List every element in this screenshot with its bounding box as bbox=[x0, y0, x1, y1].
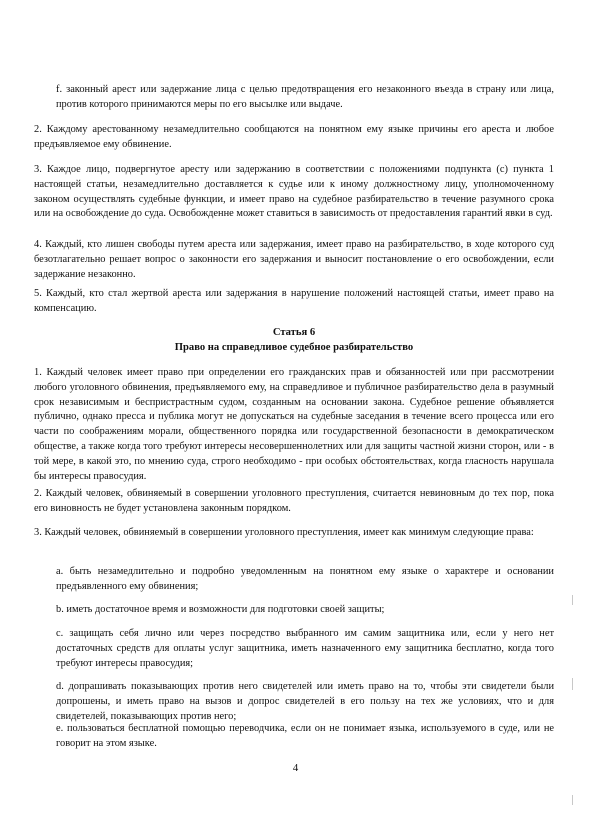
sub-item-b: b. иметь достаточное время и возможности для подготовки своей защиты; bbox=[56, 604, 385, 615]
paragraph-2: 2. Каждому арестованному незамедлительно сообщаются на понятном ему языке причины его ареста и любое предъявляемое ему обвинение. bbox=[34, 124, 554, 150]
paragraph-f: f. законный арест или задержание лица с целью предотвращения его незаконного въезда в страну или лица, против которого принимаются меры по его высылке или выдаче. bbox=[56, 84, 554, 110]
article-title: Право на справедливое судебное разбирательство bbox=[174, 342, 414, 353]
paragraph-5: 5. Каждый, кто стал жертвой ареста или задержания в нарушение положений настоящей статьи, имеет право на компенсацию. bbox=[34, 288, 554, 314]
sub-item-e: e. пользоваться бесплатной помощью переводчика, если он не понимает языка, используемого в суде, или не говорит на этом языке. bbox=[56, 723, 554, 749]
sub-item-c: c. защищать себя лично или через посредство выбранного им самим защитника или, если у него нет достаточных средств для оплаты услуг защитника, иметь назначенного ему защитника бесплатно, когда того требуют интересы правосудия; bbox=[56, 628, 554, 669]
page-number: 4 bbox=[292, 762, 299, 774]
article-paragraph-2: 2. Каждый человек, обвиняемый в совершении уголовного преступления, считается невиновным до тех пор, пока его виновность не будет установлена законным порядком. bbox=[34, 488, 554, 514]
article-paragraph-1: 1. Каждый человек имеет право при определении его гражданских прав и обязанностей или при рассмотрении любого уголовного обвинения, предъявляемого ему, на справедливое и публичное разбирательство дела в разумный срок независимым и беспристрастным судом, созданным на основании закона. Судебное решение объявляется публично, однако пресса и публика могут не допускаться на судебные заседания в течение всего процесса или его части по соображениям морали, общественного порядка или государственной безопасности в демократическом обществе, а также когда того требуют интересы несовершеннолетних или для защиты частной жизни сторон, или - в той мере, в какой это, по мнению суда, строго необходимо - при особых обстоятельствах, когда гласность нарушала бы интересы правосудия. bbox=[34, 367, 554, 482]
article-number: Статья 6 bbox=[272, 327, 316, 338]
scan-artifact bbox=[572, 595, 573, 605]
scan-artifact bbox=[572, 678, 573, 690]
scan-artifact bbox=[572, 795, 573, 805]
paragraph-3: 3. Каждое лицо, подвергнутое аресту или задержанию в соответствии с положениями подпункта (с) пункта 1 настоящей статьи, незамедлительно доставляется к судье или к иному должностному лицу, уполномоченному законом осуществлять судебные функции, и имеет право на судебное разбирательство в течение разумного срока или на освобождение до суда. Освобожденне может ставиться в зависимость от предоставления гарантий явки в суд. bbox=[34, 164, 554, 220]
paragraph-4: 4. Каждый, кто лишен свободы путем ареста или задержания, имеет право на разбирательство, в ходе которого суд безотлагательно решает вопрос о законности его задержания и выносит постановление о его освобождении, если задержание незаконно. bbox=[34, 239, 554, 280]
sub-item-a: a. быть незамедлительно и подробно уведомленным на понятном ему языке о характере и основании предъявленного ему обвинения; bbox=[56, 566, 554, 592]
article-paragraph-3: 3. Каждый человек, обвиняемый в совершении уголовного преступления, имеет как минимум следующие права: bbox=[34, 527, 534, 538]
sub-item-d: d. допрашивать показывающих против него свидетелей или иметь право на то, чтобы эти свидетели были допрошены, и иметь право на вызов и допрос свидетелей в его пользу на тех же условиях, что и для свидетелей, показывающих против него; bbox=[56, 681, 554, 722]
